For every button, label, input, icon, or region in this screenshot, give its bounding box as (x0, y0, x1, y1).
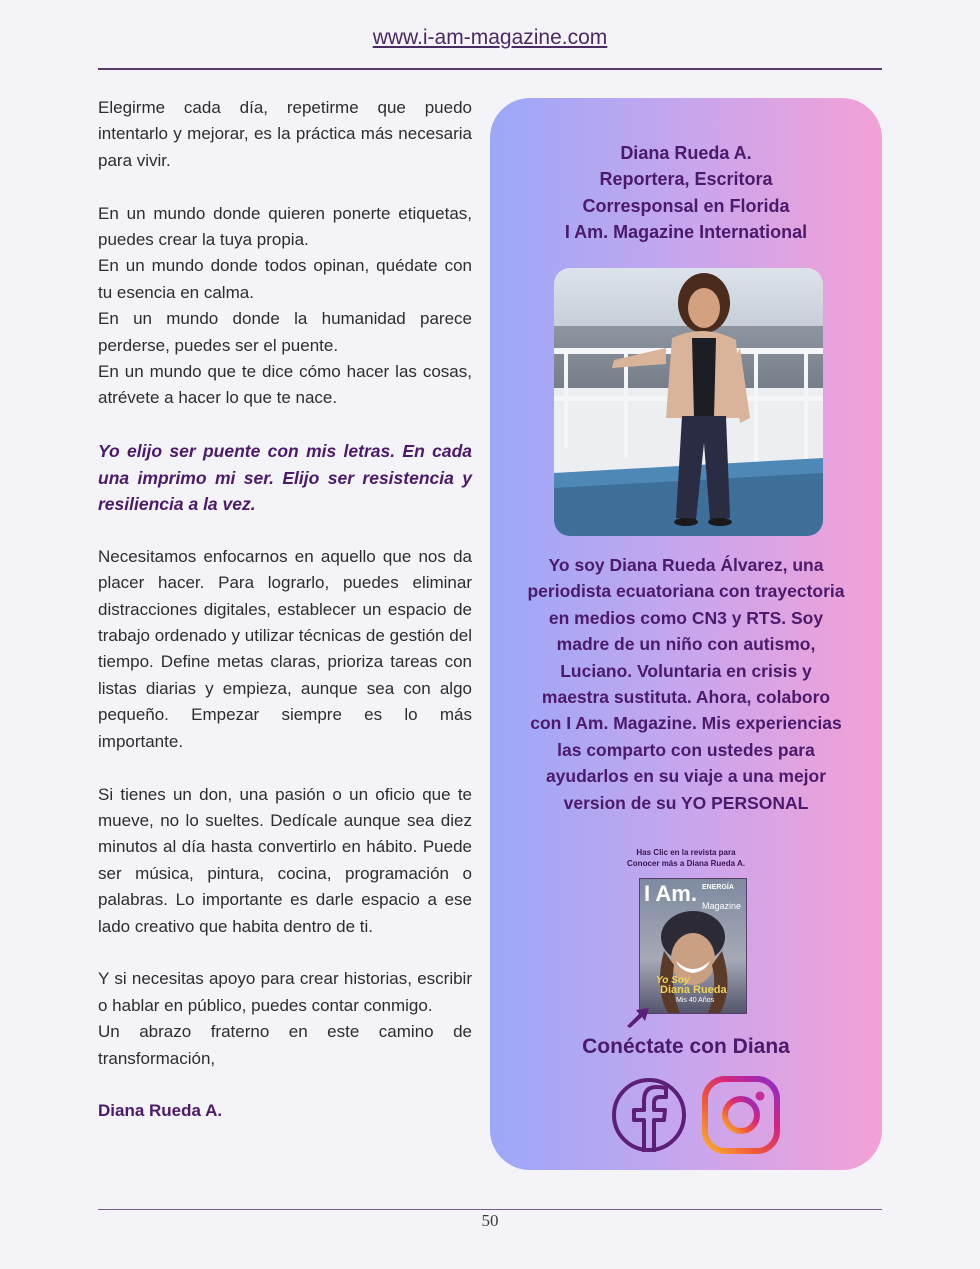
author-name: Diana Rueda A. (620, 143, 752, 163)
author-credentials (490, 140, 882, 246)
cover-brand: I Am. (644, 881, 697, 906)
page-number: 50 (481, 1211, 499, 1230)
click-note-line1: Has Clic en la revista para (636, 848, 736, 857)
cover-sub: Magazine (702, 901, 742, 911)
paragraph-gift: Si tienes un don, una pasión o un oficio que te mueve, no lo sueltes. Dedícale aunque sea diez minutos al día hasta convertirlo en hábito. Puede ser música, pintura, cocina, programación o palabras. Lo importante es darle espacio a ese lado creativo que habita dentro de ti. (98, 784, 472, 936)
instagram-icon[interactable] (702, 1076, 780, 1159)
bottom-divider (98, 1209, 882, 1210)
pointer-arrow-icon (625, 994, 651, 1033)
cover-headline2: Diana Rueda (660, 984, 727, 996)
paragraph-farewell: Un abrazo fraterno en este camino de transformación, (98, 1022, 472, 1068)
author-bio: Yo soy Diana Rueda Álvarez, una periodista ecuatoriana con trayectoria en medios como CN3 y RTS. Soy madre de un niño con autismo, Luciano. Voluntaria en crisis y maestra sustituta. Ahora, colaboro con I Am. Magazine. Mis experiencias las comparto con ustedes para ayudarlos en su viaje a una mejor version de su YO PERSONAL (527, 555, 845, 813)
cover-headline3: Mis 40 Años (676, 997, 715, 1004)
top-divider (98, 68, 882, 70)
signature: Diana Rueda A. (98, 1101, 223, 1121)
highlight-quote: Yo elijo ser puente con mis letras. En cada una imprimo mi ser. Elijo ser resistencia y resiliencia a la vez. (98, 441, 472, 515)
cover-headline1: Yo Soy (656, 975, 690, 986)
paragraph-bridge: En un mundo donde la humanidad parece perderse, puedes ser el puente. (98, 309, 472, 355)
paragraph-support: Y si necesitas apoyo para crear historias, escribir o hablar en público, puedes contar conmigo. (98, 969, 472, 1015)
paragraph-opinions: En un mundo donde todos opinan, quédate con tu esencia en calma. (98, 256, 472, 302)
paragraph-intro: Elegirme cada día, repetirme que puedo intentarlo y mejorar, es la práctica más necesaria para vivir. (98, 98, 472, 170)
click-note-line2: Conocer más a Diana Rueda A. (627, 859, 745, 868)
author-role-correspondent: Corresponsal en Florida (582, 195, 790, 216)
paragraph-focus: Necesitamos enfocarnos en aquello que nos da placer hacer. Para lograrlo, puedes eliminar distracciones digitales, establecer un espacio de trabajo ordenado y utilizar técnicas de gestión del tiempo. Define metas claras, prioriza tareas con listas diarias y empieza, aunque sea con algo pequeño. Empezar siempre es lo más importante. (98, 546, 472, 751)
magazine-click-note (490, 847, 882, 869)
paragraph-labels: En un mundo donde quieren ponerte etiquetas, puedes crear la tuya propia. (98, 203, 472, 250)
magazine-cover-link[interactable] (639, 878, 747, 1014)
facebook-icon[interactable] (610, 1076, 688, 1159)
author-role-magazine: I Am. Magazine International (564, 222, 808, 243)
paragraph-dare: En un mundo que te dice cómo hacer las cosas, atrévete a hacer lo que te nace. (98, 362, 472, 408)
cover-tag: ENERGÍA (702, 884, 734, 891)
author-photo (554, 268, 823, 536)
site-url-link[interactable]: www.i-am-magazine.com (372, 26, 608, 49)
article-body (98, 95, 472, 1151)
author-role-reporter: Reportera, Escritora (599, 169, 773, 190)
connect-heading: Conéctate con Diana (582, 1035, 790, 1058)
author-card (490, 98, 882, 1170)
